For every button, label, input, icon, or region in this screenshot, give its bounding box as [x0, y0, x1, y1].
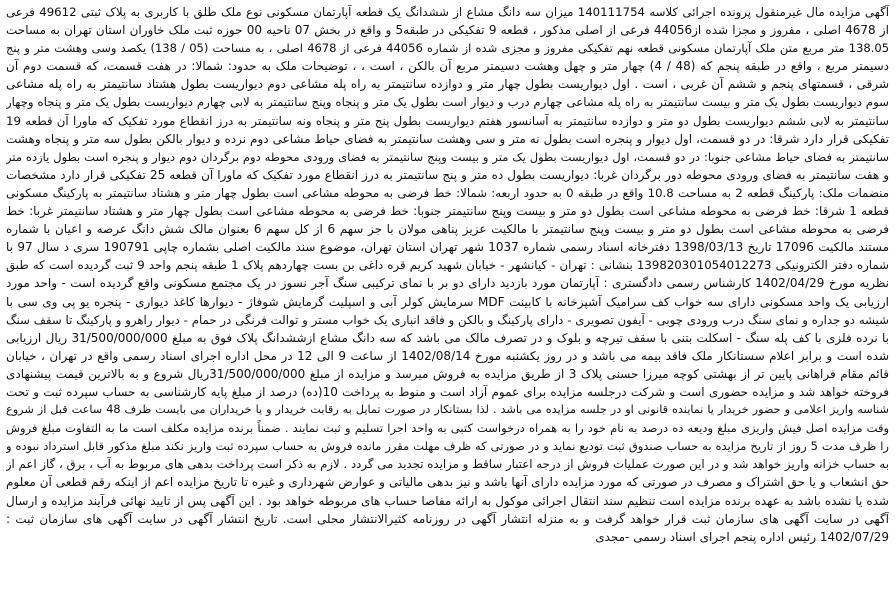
notice-text-line: 138.05 متر مربع متن ملک آپارتمان مسکونی قطعه نهم تفکیکی مفروز و مجزی شده از شماره 44056 فرعی از 4678 اصلی ، به مساحت (05 / 138) یکصد وسی وهشت متر و پنج	[6, 41, 889, 56]
notice-text-line: تفکیکی قرار دارد شرقا: در دو قسمت، اول دیوار و پنجره است بطول نه متر و سی وهشت سانتیمتر به فضای حیاط مشاعی دوم نرده و دیوار بالکن بطول سه متر و پنجاه وهشت	[6, 131, 889, 146]
notice-text-line: فروخته خواهد شد و مزایده حضوری است و شرکت درجلسه مزایده برای عموم آزاد است و منوط به پرداخت 10(ده) درصد از مبلغ پایه کارشناسی به حساب سپرده ثبت و تحت	[6, 384, 889, 399]
notice-text-line: نظریه مورخ 1402/04/29 کارشناس رسمی دادگستری : آپارتمان مورد بازدید دارای دو بر با نمای ترکیبی سنگ آجر نسوز در یک مجتمع مسکونی واقع گردیده است - واحد مورد	[6, 276, 889, 291]
notice-text-line: با نرده فلزی با کف پله سنگ - اسکلت بتنی با سقف تیرچه و بلوک و در تصرف مالک می باشد که سه دانگ مشاع ازششدانگ پلاک فوق به مبلغ 31/500/000/000 ریال ارزیابی	[6, 330, 889, 345]
notice-text-line: مستند مالکیت 17096 تاریخ 1398/03/13 دفترخانه اسناد رسمی شماره 1037 شهر تهران استان تهران، موضوع سند مالکیت اصلی بشماره چاپی 190791 سری د سال 97 با	[6, 240, 889, 255]
notice-text-line: شرقی ، قسمتهای پنجم و ششم آن غربی ، است . اول دیواریست بطول چهار متر و دوازده سانتیمتر به راه پله مشاعی دوم دیواریست بطول هشتاد سانتیمتر به راه پله مشاعی	[6, 77, 889, 92]
notice-text-line: سوم دیواریست بطول یک متر و بیست سانتیمتر به راه پله مشاعی چهارم درب و دیوار است بطول یک متر و پنجاه وپنج سانتیمتر به لابی چهارم دیواریست بطول یک متر و پنجاه وچهار	[6, 95, 889, 110]
notice-text-line: دسیمتر مربع ، واقع در طبقه پنجم که (48 / 4) چهار متر و چهل وهشت دسیمتر مربع آن بالکن ، است ، ، توضیحات ملک به حدود: شمالا: در هفت قسمت، که قسمت دوم آن	[6, 59, 889, 74]
notice-text-line: آگهی مزایده مال غیرمنقول پرونده اجرائی کلاسه 140111754 میزان سه دانگ مشاع از ششدانگ یک قطعه آپارتمان مسکونی نوع ملک طلق با کاربری به پلاک ثبتی 49612 فرعی	[6, 5, 889, 19]
notice-text-line: ارزیابی یک واحد مسکونی دارای سه خواب کف سرامیک آشپزخانه با کابینت MDF سرمایش کولر آبی و اسپلیت گرمایش شوفاژ - دیوارها کاغذ دیواری - پنجره یو پی وی سی با	[6, 294, 889, 309]
notice-text-line: قطعه 1 شرقا: خط فرضی به محوطه مشاعی است بطول دو متر و بیست وپنج سانتیمتر جنوبا: خط فرضی به محوطه مشاعی است بطول چهار متر و هشتاد سانتیمتر غربا: خط	[6, 204, 889, 219]
notice-text-line: آگهی در سایت آگهی های سازمان ثبت قرار خواهد گرفت و به منزله انتشار آگهی در روزنامه کثیرالانتشار محلی است. تاریخ انتشار آگهی در سایت آگهی های سازمان ثبت :	[6, 511, 889, 526]
notice-text-line: شناسه واریز اعلامی و حضور خریدار یا نماینده قانونی او در جلسه مزایده می باشد . لذا بستانکار در صورت تمایل به رقابت خریدار و یا خریداران می بایست ظرف 48 ساعت قبل از شروع	[6, 403, 889, 417]
notice-text-line: را ظرف مدت 5 روز از تاریخ مزایده به حساب صندوق ثبت تودیع نماید و در صورتی که ظرف مهلت مقرر مانده فروش به حساب سپرده ثبت واریز نکند مبلغ مذکور قابل استرداد نبوده و	[6, 439, 889, 454]
notice-text-line: قائم مقام فراهانی پایین تر از بهشتی کوچه میرزا حسنی پلاک 3 از طریق مزایده به فروش میرسد و مزایده از مبلغ 31/500/000/000ریال شروع و به بالاترین قیمت پیشنهادی	[6, 366, 889, 381]
notice-text-line: سانتیمتر به لابی ششم دیواریست بطول دو متر و دوازده سانتیمتر به آسانسور هفتم دیواریست بطول پنج متر و پنجاه ونه سانتیمتر به درز انقطاع مورد تفکیک که ماورا آن قطعه 19	[6, 113, 889, 128]
notice-text-line: به حساب خزانه واریز خواهد شد و در این صورت عملیات فروش از درجه اعتبار ساقط و مزایده تجدید می گردد . لازم به ذکر است پرداخت بدهی های مربوط به آب ، برق ، گاز اعم از	[6, 457, 889, 472]
notice-signature-line: 1402/07/29 رئیس اداره پنجم اجرای اسناد رسمی -مجدی	[595, 529, 889, 544]
notice-text-line: شده است و برابر اعلام سستانکار ملک فاقد بیمه می باشد و در روز یکشنبه مورخ 1402/08/14 از ساعت 9 الی 12 در محل اداره اجرای اسناد رسمی واقع در تهران ، خیابان	[6, 348, 889, 363]
notice-text-line: منضمات ملک: پارکینگ قطعه 2 به مساحت 10.8 واقع در طبقه 0 به حدود اربعه: شمالا: خط فرضی به محوطه مشاعی است بطول چهار متر و هشتاد سانتیمتر به پارکینگ مسکونی	[6, 185, 889, 200]
notice-text-line: شماره دفتر الکترونیکی 139820301054012273 بنشانی : تهران - کیانشهر - خیابان شهید کریم قره داغی بن بست چهاردهم پلاک 1 طبقه پنجم واحد 9 ثبت گردیده است که طبق	[6, 258, 889, 273]
notice-text-line: سانتیمتر به فضای حیاط مشاعی جنوبا: در دو قسمت، اول دیواریست بطول یک متر و بیست وپنج سانتیمتر به فضای ورودی محوطه دوم برگردان دوم دیوار و پنجره است بطول یازده متر	[6, 149, 889, 164]
notice-text-line: و هفت سانتیمتر به فضای ورودی محوطه دور برگردان غربا: دیواریست بطول ده متر و پنج سانتیمتر به درز انقطاع مورد تفکیک که ماورا آن قطعه 25 تفکیکی قرار دارد مشخصات	[6, 167, 889, 182]
notice-text-line: فرضی به محوطه مشاعی است بطول دو متر و بیست وپنج سانتیمتر با مالکیت عزیز پناهی مولان با جز سهم 6 از کل سهم 6 بعنوان مالک شش دانگ عرصه و اعیان با شماره	[6, 222, 889, 237]
notice-text-line: حق انشعاب و یا حق اشتراک و مصرف در صورتی که مورد مزایده دارای آنها باشد و نیز بدهی مالیاتی و عوارض شهرداری و غیره تا تاریخ مزایده اعم از اینکه رقم قطعی آن معلوم	[6, 475, 889, 490]
notice-text-line: از 4678 اصلی ، مفروز و مجزا شده از44056 فرعی از اصلی مذکور ، قطعه 9 تفکیکی در طبقه5 و واقع در بخش 07 ناحیه 00 حوزه ثبت ملک خاوران استان تهران به مساحت	[6, 23, 889, 38]
notice-text-line: شیشه دو جداره و نمای سنگ درب ورودی چوبی - آیفون تصویری - دارای پارکینگ و بالکن و فاقد انباری یک خواب مستر و توالت فرنگی در حمام - دیوار راهرو و پارکینگ تا سقف سنگ	[6, 312, 889, 327]
notice-text-line: وقت مزایده اصل فیش واریزی مبلغ ودیعه ده درصد به نام خود را به همراه درخواست کتبی به واحد اجرا تسلیم و ثبت نمایند . ضمناً برنده مزایده مکلف است ما به التفاوت مبلغ فروش	[6, 421, 889, 436]
notice-text-line: شده یا نشده باشد به عهده برنده مزایده است تنظیم سند انتقال اجرائی موکول به ارائه مفاصا حساب های مربوطه خواهد بود . این آگهی پس از تایید نهائی فرآیند مزایده و ارسال	[6, 493, 889, 508]
